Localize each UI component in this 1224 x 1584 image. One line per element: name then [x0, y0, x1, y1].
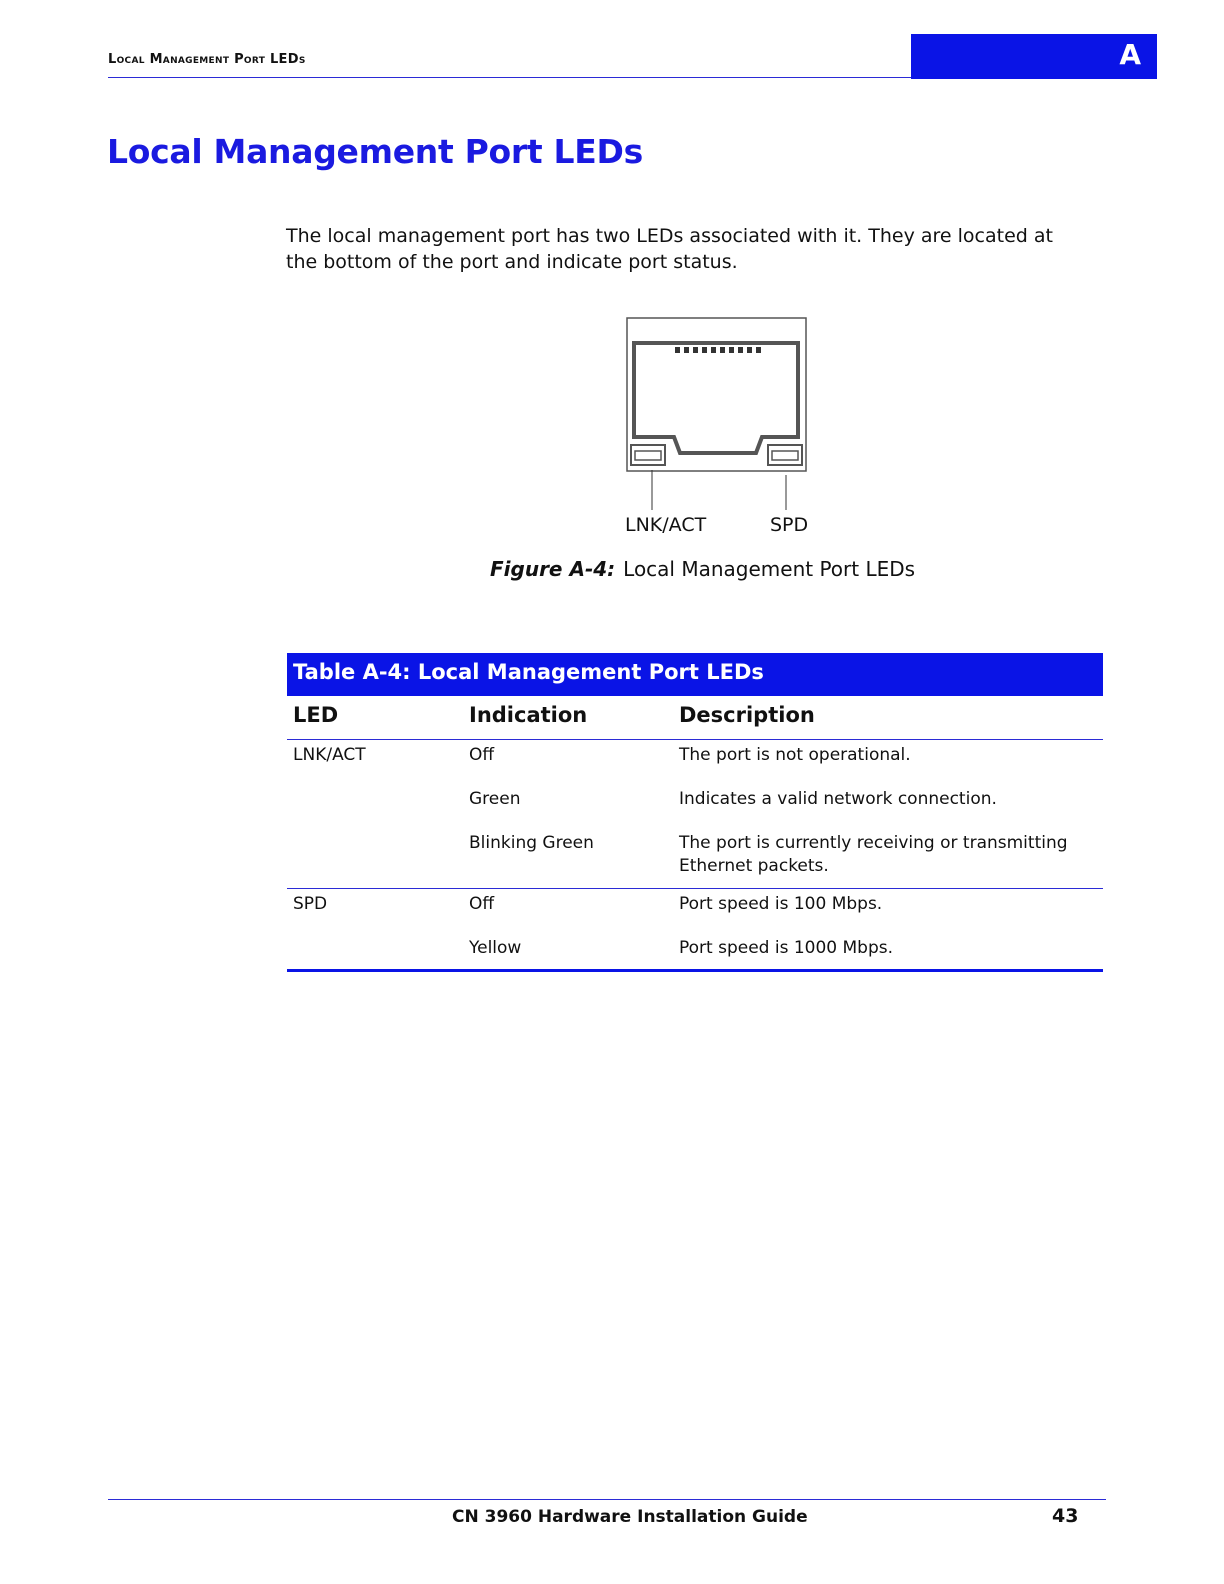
cell-indication: Yellow — [463, 933, 673, 971]
cell-description: Port speed is 1000 Mbps. — [673, 933, 1103, 971]
page-title: Local Management Port LEDs — [107, 132, 643, 171]
led-table-grid — [287, 696, 1103, 972]
label-spd: SPD — [770, 514, 809, 536]
cell-indication: Blinking Green — [463, 828, 673, 889]
cell-description: Indicates a valid network connection. — [679, 789, 997, 809]
table-row — [287, 740, 1103, 785]
lnk-act-led — [631, 445, 665, 465]
leader-lines — [620, 470, 815, 512]
label-lnk-act: LNK/ACT — [625, 514, 707, 536]
cell-led: SPD — [293, 894, 328, 914]
cell-description: The port is currently receiving or transmitting Ethernet packets. — [673, 828, 1103, 889]
cell-indication: Off — [469, 745, 495, 765]
cell-indication: Off — [469, 894, 495, 914]
footer-doc-title: CN 3960 Hardware Installation Guide — [452, 1507, 808, 1527]
appendix-letter: A — [1119, 38, 1141, 71]
table-row — [287, 784, 1103, 828]
cell-description: The port is not operational. — [679, 745, 911, 765]
table-header-row — [287, 696, 1103, 740]
appendix-tab — [911, 34, 1157, 79]
led-table — [287, 653, 1103, 972]
figure-caption-text: Local Management Port LEDs — [623, 557, 916, 581]
cell-led: LNK/ACT — [293, 745, 366, 765]
intro-paragraph: The local management port has two LEDs associated with it. They are located at the bottom of the port and indicate port status. — [286, 225, 1053, 273]
table-title: Table A-4: Local Management Port LEDs — [287, 653, 1103, 696]
cell-description: Port speed is 100 Mbps. — [679, 894, 883, 914]
cell-led — [287, 828, 463, 889]
table-row — [287, 889, 1103, 934]
header-led: LED — [287, 696, 463, 740]
figure-caption — [490, 557, 915, 581]
table-row — [287, 828, 1103, 889]
cell-led — [287, 784, 463, 828]
figure-number: Figure A-4: — [490, 557, 616, 581]
port-diagram — [620, 315, 815, 485]
header-indication: Indication — [463, 696, 673, 740]
footer-rule — [108, 1499, 1106, 1500]
header-description: Description — [673, 696, 1103, 740]
spd-led — [768, 445, 802, 465]
page-number: 43 — [1052, 1505, 1079, 1527]
cell-led — [287, 933, 463, 971]
table-row — [287, 933, 1103, 971]
rj45-port-illustration — [620, 315, 815, 485]
cell-indication: Green — [469, 789, 521, 809]
header-rule — [108, 77, 912, 78]
running-header: Local Management Port LEDs — [108, 52, 306, 67]
